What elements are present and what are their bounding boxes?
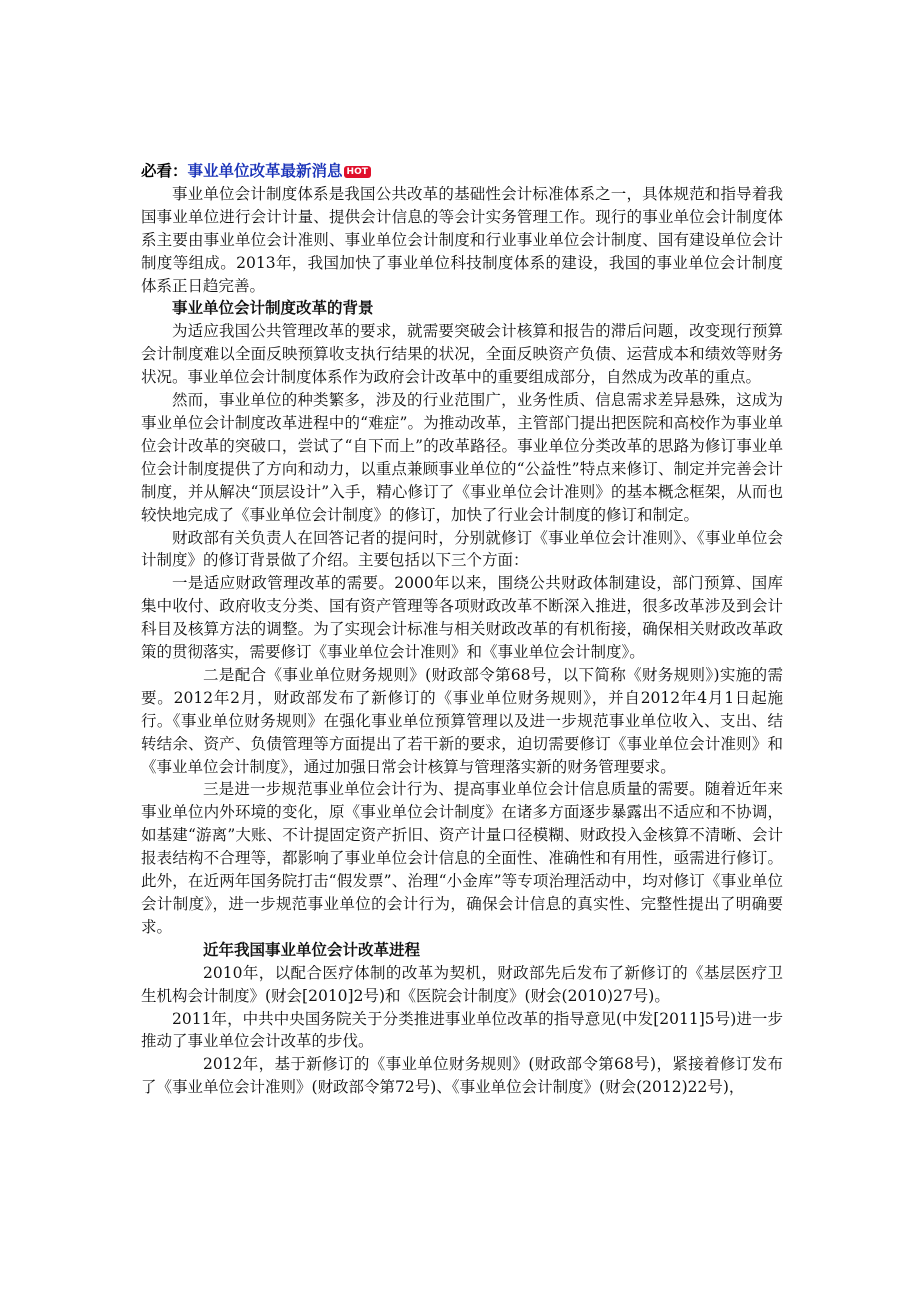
section-heading-progress: 近年我国事业单位会计改革进程 (203, 939, 421, 959)
background-paragraph-1: 为适应我国公共管理改革的要求，就需要突破会计核算和报告的滞后问题，改变现行预算会计制度难以全面反映预算收支执行结果的状况，全面反映资产负债、运营成本和绩效等财务状况。事业单位会计制度体系作为政府会计改革中的重要组成部分，自然成为改革的重点。 (141, 322, 783, 387)
progress-paragraph-3: 2012年，基于新修订的《事业单位财务规则》(财政部令第68号)，紧接着修订发布了《事业单位会计准则》(财政部令第72号)、《事业单位会计制度》(财会(2012)22号)， (141, 1055, 783, 1097)
progress-paragraph-2: 2011年，中共中央国务院关于分类推进事业单位改革的指导意见(中发[2011]5号)进一步推动了事业单位会计改革的步伐。 (141, 1009, 783, 1051)
section-heading-background: 事业单位会计制度改革的背景 (172, 298, 374, 318)
background-paragraph-3: 财政部有关负责人在回答记者的提问时，分别就修订《事业单位会计准则》、《事业单位会计制度》的修订背景做了介绍。主要包括以下三个方面： (141, 528, 783, 570)
must-read-label: 必看： (141, 161, 188, 180)
background-paragraph-4: 一是适应财政管理改革的需要。2000年以来，围绕公共财政体制建设，部门预算、国库集中收付、政府收支分类、国有资产管理等各项财政改革不断深入推进，很多改革涉及到会计科目及核算方法的调整。为了实现会计标准与相关财政改革的有机衔接，确保相关财政改革政策的贯彻落实，需要修订《事业单位会计准则》和《事业单位会计制度》。 (141, 574, 783, 662)
background-paragraph-2: 然而，事业单位的种类繁多，涉及的行业范围广，业务性质、信息需求差异悬殊，这成为事业单位会计制度改革进程中的“难症”。为推动改革，主管部门提出把医院和高校作为事业单位会计改革的突破口，尝试了“自下而上”的改革路径。事业单位分类改革的思路为修订事业单位会计制度提供了方向和动力，以重点兼顾事业单位的“公益性”特点来修订、制定并完善会计制度，并从解决“顶层设计”入手，精心修订了《事业单位会计准则》的基本概念框架，从而也较快地完成了《事业单位会计制度》的修订，加快了行业会计制度的修订和制定。 (141, 391, 783, 524)
must-read-line (141, 160, 783, 183)
background-paragraph-6: 三是进一步规范事业单位会计行为、提高事业单位会计信息质量的需要。随着近年来事业单位内外环境的变化，原《事业单位会计制度》在诸多方面逐步暴露出不适应和不协调，如基建“游离”大账、不计提固定资产折旧、资产计量口径模糊、财政投入金核算不清晰、会计报表结构不合理等，都影响了事业单位会计信息的全面性、准确性和有用性，亟需进行修订。此外，在近两年国务院打击“假发票”、治理“小金库”等专项治理活动中，均对修订《事业单位会计制度》，进一步规范事业单位的会计行为，确保会计信息的真实性、完整性提出了明确要求。 (141, 780, 783, 936)
background-paragraph-5: 二是配合《事业单位财务规则》(财政部令第68号，以下简称《财务规则》)实施的需要。2012年2月，财政部发布了新修订的《事业单位财务规则》，并自2012年4月1日起施行。《事业单位财务规则》在强化事业单位预算管理以及进一步规范事业单位收入、支出、结转结余、资产、负债管理等方面提出了若干新的要求，迫切需要修订《事业单位会计准则》和《事业单位会计制度》，通过加强日常会计核算与管理落实新的财务管理要求。 (141, 665, 783, 776)
intro-paragraph: 事业单位会计制度体系是我国公共改革的基础性会计标准体系之一，具体规范和指导着我国事业单位进行会计计量、提供会计信息的等会计实务管理工作。现行的事业单位会计制度体系主要由事业单位会计准则、事业单位会计制度和行业事业单位会计制度、国有建设单位会计制度等组成。2013年，我国加快了事业单位科技制度体系的建设，我国的事业单位会计制度体系正日趋完善。 (141, 184, 783, 295)
progress-paragraph-1: 2010年，以配合医疗体制的改革为契机，财政部先后发布了新修订的《基层医疗卫生机构会计制度》(财会[2010]2号)和《医院会计制度》(财会(2010)27号)。 (141, 963, 783, 1005)
hot-badge: HOT (344, 166, 371, 178)
reform-news-link[interactable]: 事业单位改革最新消息 (187, 161, 343, 180)
document-body (141, 160, 783, 1099)
